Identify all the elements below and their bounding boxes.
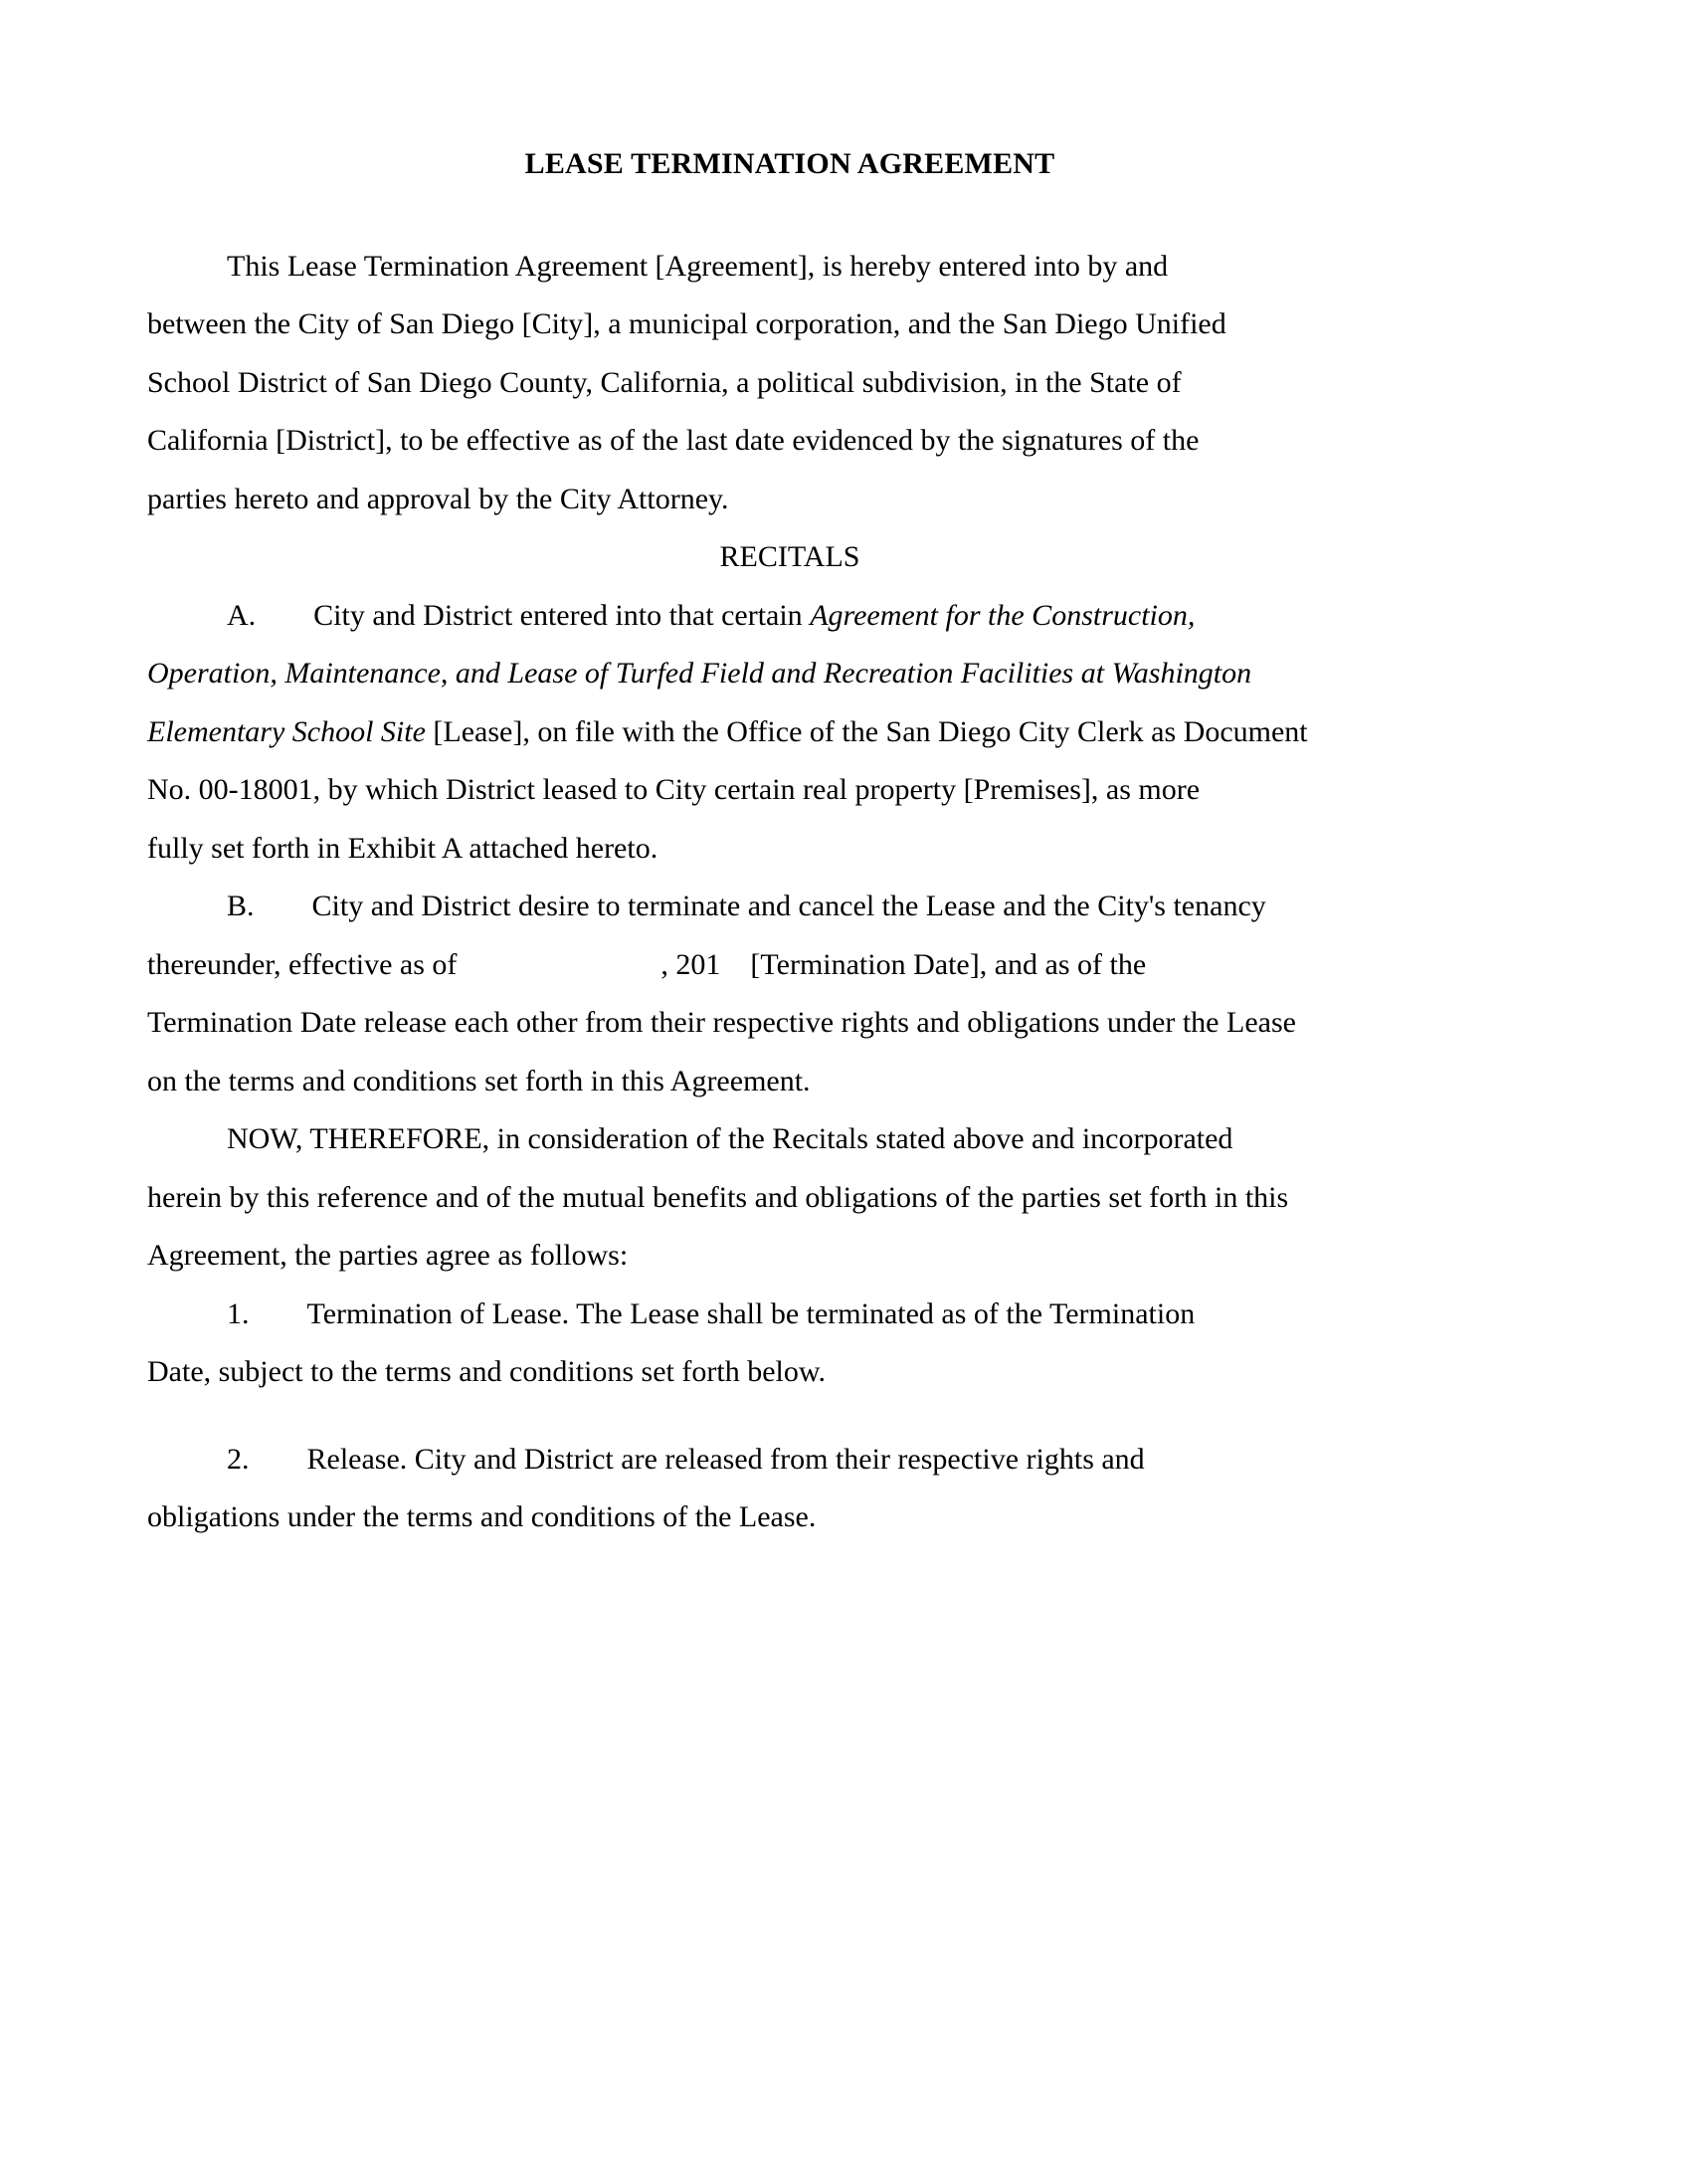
recitals-heading: RECITALS <box>719 540 860 573</box>
clause-2-paragraph <box>147 1431 1432 1547</box>
title-spacer <box>147 179 1432 238</box>
clause-gap-spacer <box>147 1402 1432 1431</box>
recital-b-label: B. <box>227 890 255 922</box>
clause-1-number: 1. <box>227 1296 250 1330</box>
recital-a-paragraph <box>147 587 1432 879</box>
recital-b-line-2-before: thereunder, effective as of <box>147 947 458 981</box>
recital-a-line-5: fully set forth in Exhibit A attached hereto. <box>147 831 658 865</box>
now-therefore-line-2: herein by this reference and of the mutual benefits and obligations of the parties set forth in this <box>147 1180 1289 1214</box>
clause-2-line-1: Release. City and District are released from their respective rights and <box>306 1442 1145 1476</box>
clause-1-paragraph <box>147 1286 1432 1402</box>
now-therefore-line-3: Agreement, the parties agree as follows: <box>147 1239 629 1272</box>
clause-1-line-1: Termination of Lease. The Lease shall be terminated as of the Termination <box>306 1296 1196 1330</box>
recital-b-paragraph <box>147 878 1432 1110</box>
clause-1-line-2: Date, subject to the terms and conditions set forth below. <box>147 1355 827 1388</box>
recital-a-line-2-italic: Operation, Maintenance, and Lease of Turfed Field and Recreation Facilities at Washington <box>147 657 1252 690</box>
page-title: LEASE TERMINATION AGREEMENT <box>524 147 1055 180</box>
intro-line-4: California [District], to be effective as of the last date evidenced by the signatures of the <box>147 424 1200 457</box>
recital-b-line-1: City and District desire to terminate and cancel the Lease and the City's tenancy <box>311 890 1266 922</box>
recital-a-line-3-plain: [Lease], on file with the Office of the San Diego City Clerk as Document <box>425 714 1308 748</box>
recital-a-line-3-italic: Elementary School Site <box>147 714 426 748</box>
recital-a-line-4: No. 00-18001, by which District leased to City certain real property [Premises], as more <box>147 773 1201 806</box>
now-therefore-line-1: NOW, THEREFORE, in consideration of the Recitals stated above and incorporated <box>227 1122 1233 1155</box>
recital-b-line-4: on the terms and conditions set forth in this Agreement. <box>147 1064 811 1097</box>
recital-b-line-3: Termination Date release each other from their respective rights and obligations under the Lease <box>147 1006 1296 1039</box>
clause-2-number: 2. <box>227 1442 250 1476</box>
intro-line-3: School District of San Diego County, California, a political subdivision, in the State of <box>147 365 1182 399</box>
recital-a-line-1-plain: City and District entered into that certain <box>313 598 811 632</box>
recital-a-label: A. <box>227 598 257 632</box>
document-body <box>147 0 1432 1547</box>
now-therefore-paragraph <box>147 1110 1432 1286</box>
intro-paragraph <box>147 238 1432 529</box>
intro-line-1: This Lease Termination Agreement [Agreement], is hereby entered into by and <box>227 249 1169 283</box>
intro-line-5: parties hereto and approval by the City Attorney. <box>147 482 729 515</box>
intro-line-2: between the City of San Diego [City], a municipal corporation, and the San Diego Unified <box>147 307 1226 340</box>
clause-2-line-2: obligations under the terms and conditions of the Lease. <box>147 1500 817 1533</box>
recital-b-line-2-after: [Termination Date], and as of the <box>750 947 1147 981</box>
recital-a-line-1-italic: Agreement for the Construction, <box>810 598 1196 632</box>
recital-b-line-2-year: , 201 <box>660 947 721 981</box>
